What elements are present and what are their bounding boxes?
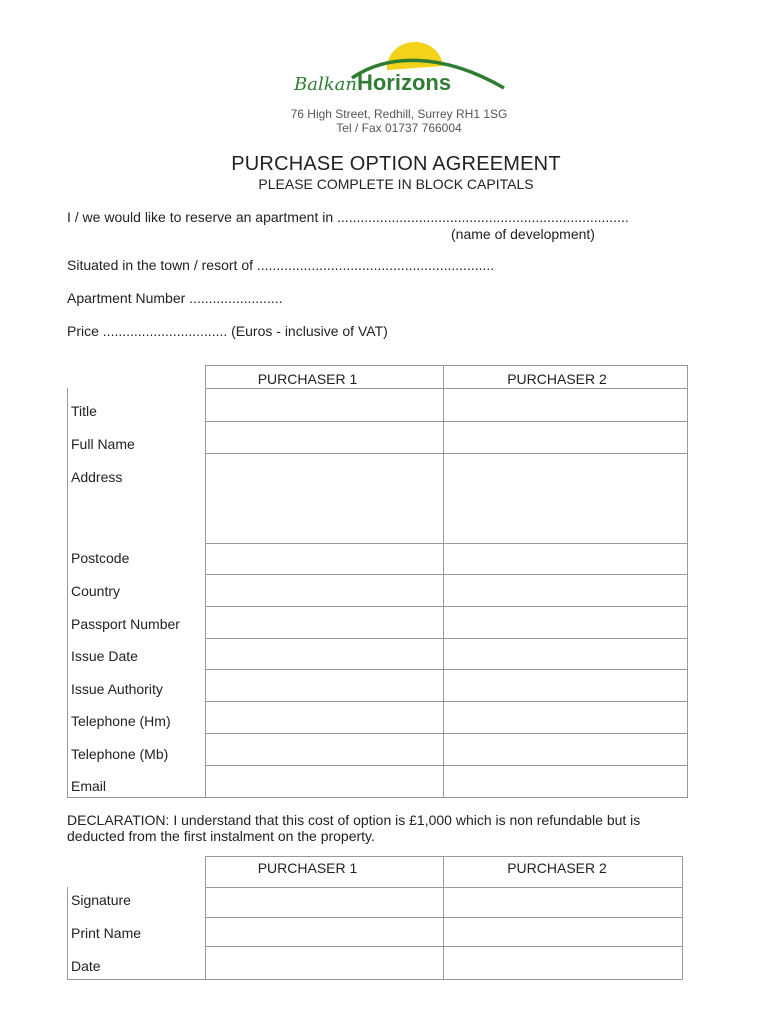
apartment-number-field[interactable]: Apartment Number ........................ — [67, 290, 283, 306]
purchaser2-date-input[interactable] — [444, 947, 681, 978]
purchaser1-email-input[interactable] — [206, 766, 442, 796]
row-label-address: Address — [71, 469, 123, 485]
row-label-telephone-mb: Telephone (Mb) — [71, 746, 169, 762]
logo-sun — [387, 42, 443, 70]
row-label-telephone-hm: Telephone (Hm) — [71, 713, 171, 729]
row-label-postcode: Postcode — [71, 550, 130, 566]
row-label-signature: Signature — [71, 892, 131, 908]
purchaser1-address-input[interactable] — [206, 454, 442, 542]
logo-word-horizons: Horizons — [356, 70, 452, 95]
page-title: PURCHASE OPTION AGREEMENT — [231, 153, 561, 175]
purchaser2-title-input[interactable] — [444, 389, 686, 420]
row-label-country: Country — [71, 583, 121, 599]
declaration-line2: deducted from the first instalment on the property. — [67, 828, 375, 844]
company-address: 76 High Street, Redhill, Surrey RH1 1SG — [290, 107, 508, 121]
purchaser1-print-name-input[interactable] — [206, 918, 442, 945]
company-phone: Tel / Fax 01737 766004 — [336, 121, 462, 135]
purchaser2-print-name-input[interactable] — [444, 918, 681, 945]
table1-header-purchaser1: PURCHASER 1 — [257, 371, 358, 387]
table1-header-purchaser2: PURCHASER 2 — [507, 371, 607, 387]
row-label-print-name: Print Name — [71, 925, 142, 941]
table2-header-purchaser2: PURCHASER 2 — [507, 860, 607, 876]
purchaser1-full-name-input[interactable] — [206, 422, 442, 452]
row-label-date: Date — [71, 958, 101, 974]
logo — [292, 42, 507, 98]
row-label-issue-authority: Issue Authority — [71, 681, 163, 697]
row-label-passport-number: Passport Number — [71, 616, 180, 632]
purchaser1-date-input[interactable] — [206, 947, 442, 978]
purchaser2-address-input[interactable] — [444, 454, 686, 542]
development-note: (name of development) — [451, 226, 595, 242]
page-subtitle: PLEASE COMPLETE IN BLOCK CAPITALS — [258, 176, 534, 192]
town-field[interactable]: Situated in the town / resort of ............................................................. — [67, 257, 495, 273]
row-label-title: Title — [71, 403, 97, 419]
purchaser2-full-name-input[interactable] — [444, 422, 686, 452]
purchaser2-signature-input[interactable] — [444, 888, 681, 916]
table2-header-purchaser1: PURCHASER 1 — [257, 860, 358, 876]
row-label-issue-date: Issue Date — [71, 648, 138, 664]
purchaser1-signature-input[interactable] — [206, 888, 442, 916]
row-label-email: Email — [71, 778, 107, 794]
reserve-field[interactable]: I / we would like to reserve an apartment in ........................................................................... — [67, 209, 629, 225]
price-field[interactable]: Price ................................ (Euros - inclusive of VAT) — [67, 323, 388, 339]
purchaser1-title-input[interactable] — [206, 389, 442, 420]
logo-word-balkan: Balkan — [294, 74, 357, 95]
row-label-full-name: Full Name — [71, 436, 135, 452]
declaration-line1: DECLARATION: I understand that this cost of option is £1,000 which is non refundable but is — [67, 812, 641, 828]
purchaser2-email-input[interactable] — [444, 766, 686, 796]
